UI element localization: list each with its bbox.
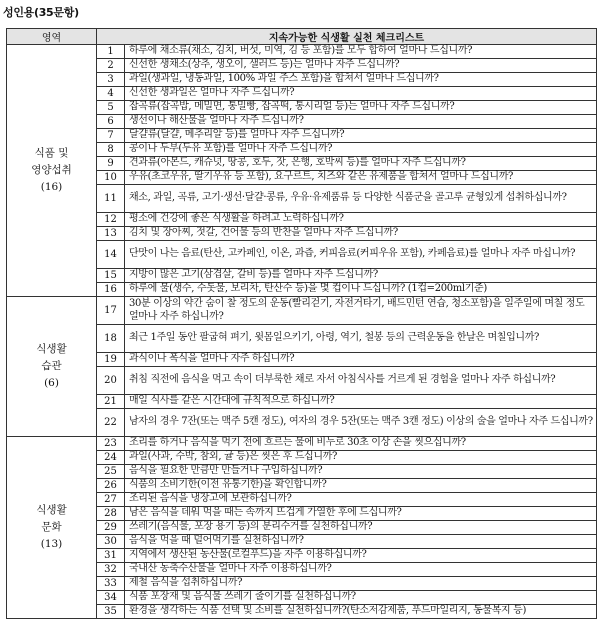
item-number: 23 xyxy=(97,437,125,451)
item-question: 잡곡류(잡곡밥, 메밀면, 통밀빵, 잡곡떡, 통시리얼 등)는 얼마나 자주 드십니까? xyxy=(125,101,597,115)
table-row xyxy=(7,297,597,325)
item-question: 지방이 많은 고기(삼겹살, 갈비 등)를 얼마나 자주 드십니까? xyxy=(125,269,597,283)
item-question: 지역에서 생산된 농산물(로컬푸드)을 자주 이용하십니까? xyxy=(125,549,597,563)
item-number: 10 xyxy=(97,171,125,185)
item-question: 매일 식사를 같은 시간대에 규칙적으로 하십니까? xyxy=(125,395,597,409)
item-question: 음식을 먹을 때 덜어먹기를 실천하십니까? xyxy=(125,535,597,549)
item-number: 6 xyxy=(97,115,125,129)
item-number: 12 xyxy=(97,213,125,227)
item-question: 환경을 생각하는 식품 선택 및 소비를 실천하십니까?(탄소저감제품, 푸드마일리지, 동물복지 등) xyxy=(125,605,597,619)
area-eating-habits xyxy=(7,297,97,437)
item-number: 8 xyxy=(97,143,125,157)
item-question: 견과류(아몬드, 캐슈넛, 땅콩, 호두, 잣, 은행, 호박씨 등)를 얼마나 자주 드십니까? xyxy=(125,157,597,171)
item-number: 26 xyxy=(97,479,125,493)
area-label-line2: 습관 xyxy=(41,360,62,372)
page-title: 성인용(35문항) xyxy=(3,6,79,19)
item-number: 1 xyxy=(97,45,125,59)
item-number: 21 xyxy=(97,395,125,409)
table-row xyxy=(7,437,597,451)
item-number: 27 xyxy=(97,493,125,507)
checklist-body xyxy=(7,45,597,619)
item-question: 과식이나 폭식을 얼마나 자주 하십니까? xyxy=(125,353,597,367)
item-question: 쓰레기(음식물, 포장 용기 등)의 분리수거를 실천하십니까? xyxy=(125,521,597,535)
item-number: 18 xyxy=(97,325,125,353)
item-question: 과일(사과, 수박, 참외, 귤 등)은 씻은 후 드십니까? xyxy=(125,451,597,465)
item-question: 김치 및 장아찌, 젓갈, 건어물 등의 반찬을 얼마나 자주 드십니까? xyxy=(125,227,597,241)
item-question: 하루에 물(생수, 수돗물, 보리차, 탄산수 등)을 몇 컵이나 드십니까? (1컵=200ml기준) xyxy=(125,283,597,297)
area-label-count: (6) xyxy=(44,377,59,389)
item-number: 5 xyxy=(97,101,125,115)
item-number: 34 xyxy=(97,591,125,605)
item-question: 우유(초코우유, 딸기우유 등 포함), 요구르트, 치즈와 같은 유제품을 합쳐서 얼마나 드십니까? xyxy=(125,171,597,185)
checklist-table xyxy=(6,28,597,619)
item-question: 달걀류(달걀, 메추리알 등)를 얼마나 자주 드십니까? xyxy=(125,129,597,143)
item-question: 음식을 필요한 만큼만 만들거나 구입하십니까? xyxy=(125,465,597,479)
item-number: 9 xyxy=(97,157,125,171)
area-label-line2: 문화 xyxy=(41,521,62,533)
item-question: 취침 직전에 음식을 먹고 속이 더부룩한 채로 자서 아침식사를 거르게 된 경험을 얼마나 자주 하십니까? xyxy=(125,367,597,395)
item-question: 남은 음식을 데워 먹을 때는 속까지 뜨겁게 가열한 후에 드십니까? xyxy=(125,507,597,521)
item-number: 29 xyxy=(97,521,125,535)
item-question: 남자의 경우 7잔(또는 맥주 5캔 정도), 여자의 경우 5잔(또는 맥주 3캔 정도) 이상의 술을 얼마나 자주 드십니까? xyxy=(125,409,597,437)
item-number: 32 xyxy=(97,563,125,577)
item-number: 28 xyxy=(97,507,125,521)
area-food-nutrition xyxy=(7,45,97,297)
area-label-line1: 식생활 xyxy=(36,504,67,516)
item-question: 제철 음식을 섭취하십니까? xyxy=(125,577,597,591)
item-number: 16 xyxy=(97,283,125,297)
item-number: 22 xyxy=(97,409,125,437)
area-label-line1: 식품 및 xyxy=(34,147,69,159)
area-eating-culture xyxy=(7,437,97,619)
area-label-count: (16) xyxy=(40,181,63,193)
item-number: 31 xyxy=(97,549,125,563)
item-question: 하루에 채소류(채소, 김치, 버섯, 미역, 김 등 포함)를 모두 합하여 얼마나 드십니까? xyxy=(125,45,597,59)
item-number: 15 xyxy=(97,269,125,283)
item-number: 13 xyxy=(97,227,125,241)
item-question: 평소에 건강에 좋은 식생활을 하려고 노력하십니까? xyxy=(125,213,597,227)
item-question: 채소, 과일, 곡류, 고기·생선·달걀·콩류, 우유·유제품류 등 다양한 식품군을 골고루 균형있게 섭취하십니까? xyxy=(125,185,597,213)
item-number: 25 xyxy=(97,465,125,479)
item-question: 신선한 생과일은 얼마나 자주 드십니까? xyxy=(125,87,597,101)
item-question: 과일(생과일, 냉동과일, 100% 과일 주스 포함)을 합쳐서 얼마나 드십니까? xyxy=(125,73,597,87)
area-label-count: (13) xyxy=(40,538,63,550)
item-question: 생선이나 해산물을 얼마나 자주 드십니까? xyxy=(125,115,597,129)
checklist-header: 지속가능한 식생활 실천 체크리스트 xyxy=(97,29,597,45)
item-question: 단맛이 나는 음료(탄산, 고카페인, 이온, 과즙, 커피음료(커피우유 포함), 카페음료)를 얼마나 자주 마십니까? xyxy=(125,241,597,269)
item-number: 30 xyxy=(97,535,125,549)
item-question: 최근 1주일 동안 팔굽혀 펴기, 윗몸일으키기, 아령, 역기, 철봉 등의 근력운동을 한날은 며칠입니까? xyxy=(125,325,597,353)
item-question: 신선한 생채소(상추, 생오이, 샐러드 등)는 얼마나 자주 드십니까? xyxy=(125,59,597,73)
item-question: 30분 이상의 약간 숨이 찰 정도의 운동(빨리걷기, 자전거타기, 배드민턴 연습, 청소포함)을 일주일에 며칠 정도 얼마나 자주 하십니까? xyxy=(125,297,597,325)
item-number: 2 xyxy=(97,59,125,73)
item-number: 11 xyxy=(97,185,125,213)
item-question: 조리를 하거나 음식을 먹기 전에 흐르는 물에 비누로 30초 이상 손을 씻으십니까? xyxy=(125,437,597,451)
item-number: 3 xyxy=(97,73,125,87)
area-label-line2: 영양섭취 xyxy=(31,164,72,176)
item-number: 33 xyxy=(97,577,125,591)
item-number: 4 xyxy=(97,87,125,101)
item-number: 35 xyxy=(97,605,125,619)
item-number: 17 xyxy=(97,297,125,325)
item-number: 20 xyxy=(97,367,125,395)
header-row xyxy=(7,29,597,45)
item-number: 19 xyxy=(97,353,125,367)
item-number: 7 xyxy=(97,129,125,143)
item-question: 국내산 농축수산물을 얼마나 자주 이용하십니까? xyxy=(125,563,597,577)
item-question: 조리된 음식을 냉장고에 보관하십니까? xyxy=(125,493,597,507)
area-header: 영역 xyxy=(7,29,97,45)
item-question: 콩이나 두부(두유 포함)를 얼마나 자주 드십니까? xyxy=(125,143,597,157)
item-question: 식품의 소비기한(이전 유통기한)을 확인합니까? xyxy=(125,479,597,493)
item-number: 24 xyxy=(97,451,125,465)
table-row xyxy=(7,45,597,59)
item-question: 식품 포장재 및 음식물 쓰레기 줄이기를 실천하십니까? xyxy=(125,591,597,605)
item-number: 14 xyxy=(97,241,125,269)
area-label-line1: 식생활 xyxy=(36,343,67,355)
